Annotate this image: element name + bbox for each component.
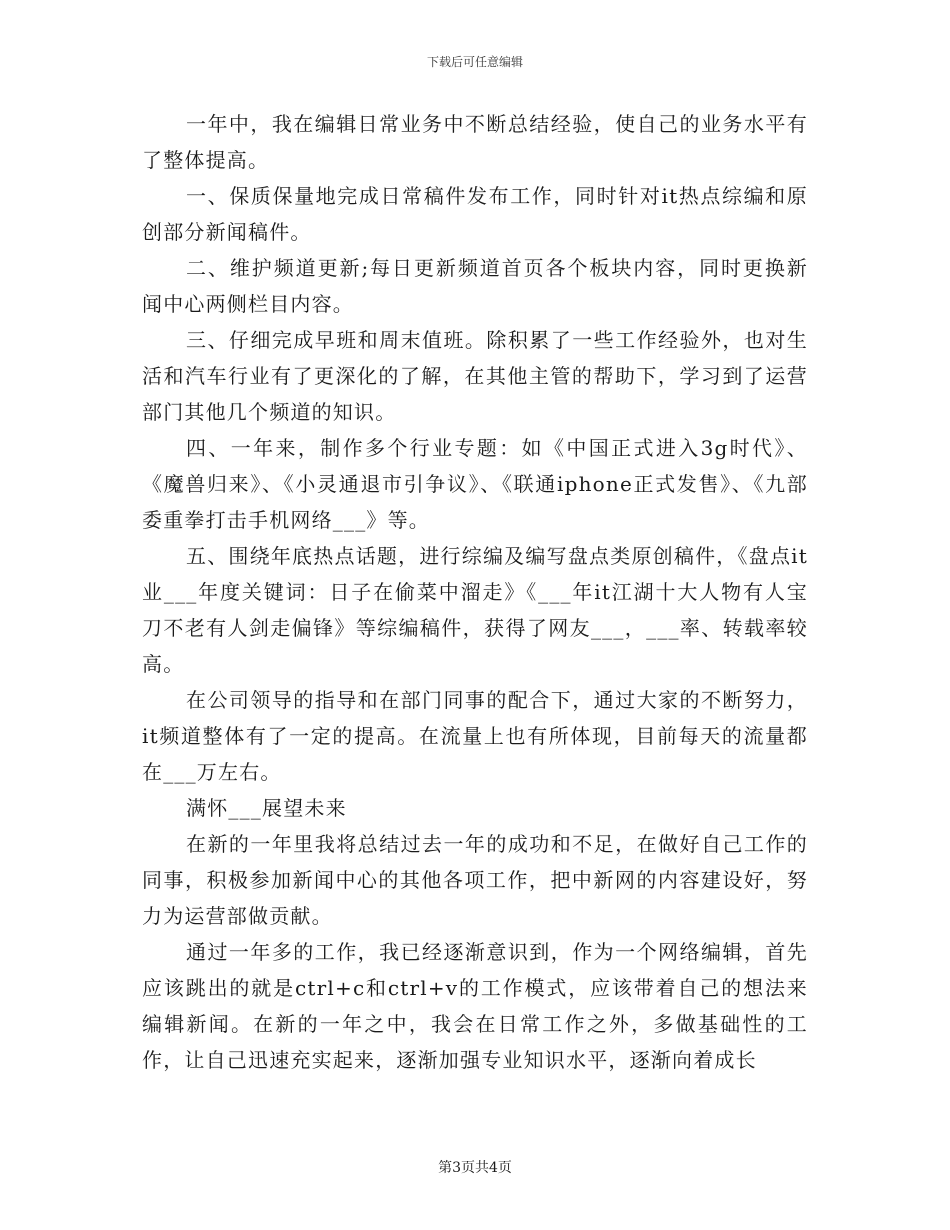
paragraph-2: 一、保质保量地完成日常稿件发布工作，同时针对it热点综编和原创部分新闻稿件。 — [142, 184, 808, 244]
paragraph-9: 通过一年多的工作，我已经逐渐意识到，作为一个网络编辑，首先应该跳出的就是ctrl+c和ctrl+v的工作模式，应该带着自己的想法来编辑新闻。在新的一年之中，我会在日常工作之外，多做基础性的工作，让自己迅速充实起来，逐渐加强专业知识水平，逐渐向着成长 — [142, 940, 808, 1072]
paragraph-5: 四、一年来，制作多个行业专题：如《中国正式进入3g时代》、《魔兽归来》、《小灵通退市引争议》、《联通iphone正式发售》、《九部委重拳打击手机网络___》等。 — [142, 436, 808, 532]
paragraph-8: 在新的一年里我将总结过去一年的成功和不足，在做好自己工作的同事，积极参加新闻中心的其他各项工作，把中新网的内容建设好，努力为运营部做贡献。 — [142, 832, 808, 928]
paragraph-7: 在公司领导的指导和在部门同事的配合下，通过大家的不断努力，it频道整体有了一定的提高。在流量上也有所体现，目前每天的流量都在___万左右。 — [142, 688, 808, 784]
paragraph-3: 二、维护频道更新;每日更新频道首页各个板块内容，同时更换新闻中心两侧栏目内容。 — [142, 256, 808, 316]
document-body — [142, 106, 808, 1078]
paragraph-6: 五、围绕年底热点话题，进行综编及编写盘点类原创稿件，《盘点it业___年度关键词：日子在偷菜中溜走》《___年it江湖十大人物有人宝刀不老有人剑走偏锋》等综编稿件，获得了网友___，___率、转载率较高。 — [142, 544, 808, 676]
paragraph-4: 三、仔细完成早班和周末值班。除积累了一些工作经验外，也对生活和汽车行业有了更深化的了解，在其他主管的帮助下，学习到了运营部门其他几个频道的知识。 — [142, 328, 808, 424]
page-number: 第3页共4页 — [438, 1160, 512, 1176]
page-header-note: 下载后可任意编辑 — [426, 55, 523, 69]
paragraph-1: 一年中，我在编辑日常业务中不断总结经验，使自己的业务水平有了整体提高。 — [142, 112, 808, 172]
section-heading: 满怀___展望未来 — [186, 796, 347, 820]
